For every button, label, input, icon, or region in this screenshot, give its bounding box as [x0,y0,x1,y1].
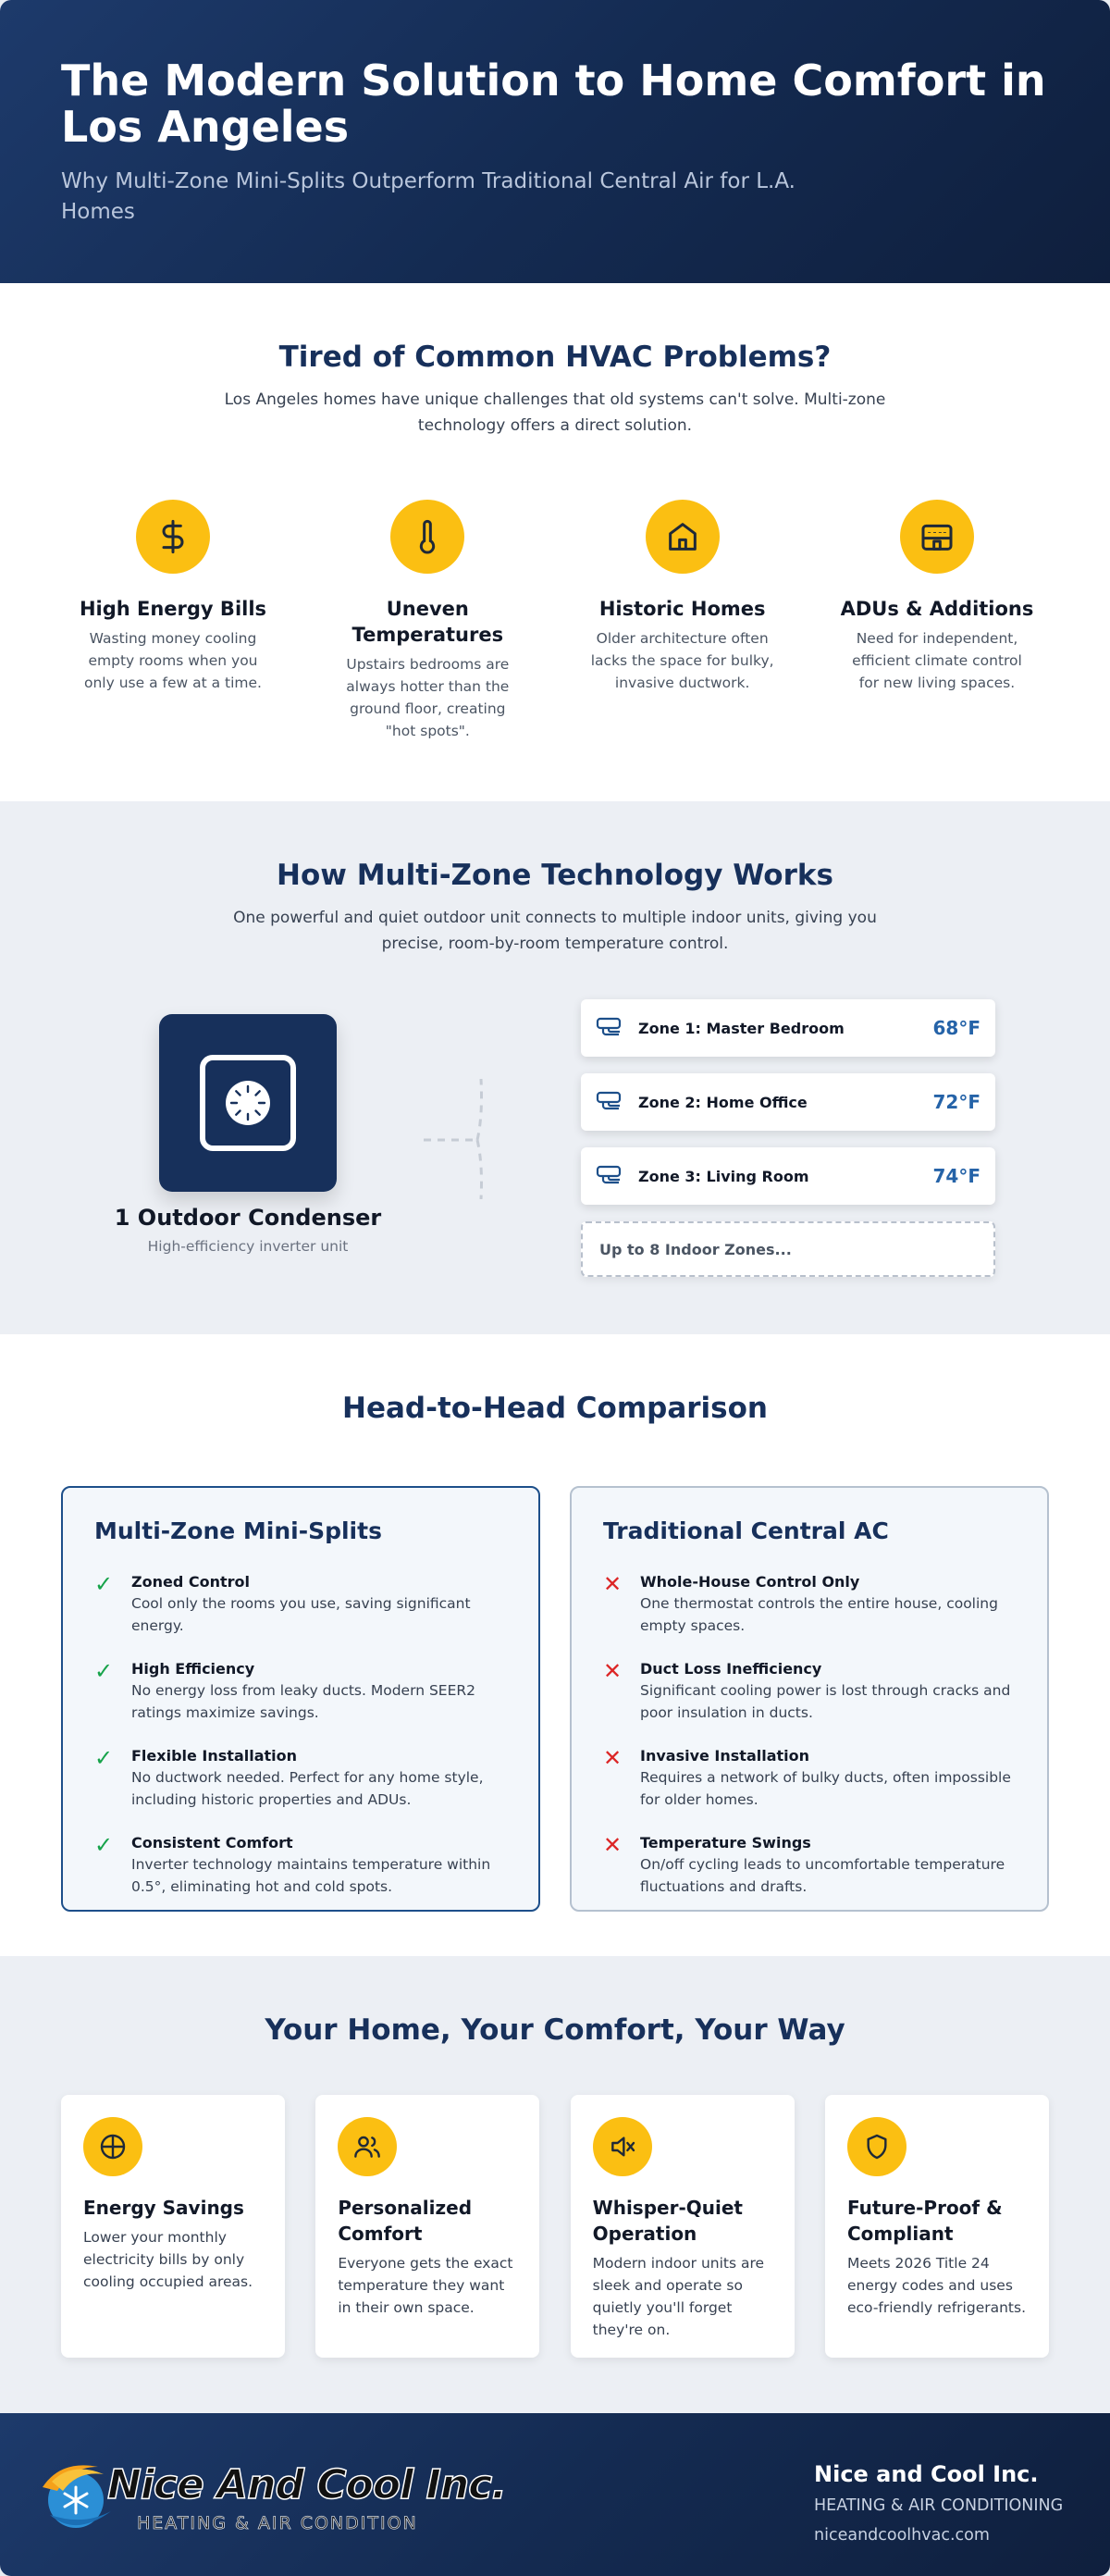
central-ac-title: Traditional Central AC [603,1517,889,1544]
building-icon [900,500,974,574]
problem-text: Upstairs bedrooms are always hotter than the ground floor, creating "hot spots". [346,656,510,739]
indoor-unit-icon [596,1091,623,1113]
benefit-card [825,2095,1049,2358]
fan-icon [224,1079,272,1127]
logo-tagline: HEATING & AIR CONDITION [137,2513,418,2533]
feature-title: Whole-House Control Only [640,1573,860,1591]
feature-title: Invasive Installation [640,1747,810,1765]
cross-icon: ✕ [603,1745,623,1771]
feature-title: Duct Loss Inefficiency [640,1660,822,1678]
feature-title: Zoned Control [131,1573,250,1591]
feature-item [94,1746,507,1811]
benefit-card [61,2095,285,2358]
feature-item [603,1572,1016,1637]
feature-title: Flexible Installation [131,1747,298,1765]
problems-grid [0,500,1110,742]
cross-icon: ✕ [603,1571,623,1597]
feature-title: Consistent Comfort [131,1834,293,1852]
check-icon: ✓ [94,1658,114,1684]
feature-item [603,1659,1016,1724]
feature-text: No energy loss from leaky ducts. Modern SEER2 ratings maximize savings. [131,1682,475,1721]
problem-item [67,500,279,742]
benefit-text: Lower your monthly electricity bills by only cooling occupied areas. [83,2229,253,2290]
mute-icon [593,2117,652,2176]
benefit-card [571,2095,795,2358]
problem-item [831,500,1043,742]
cross-icon: ✕ [603,1832,623,1858]
feature-text: Significant cooling power is lost through cracks and poor insulation in ducts. [640,1682,1011,1721]
benefit-title: Energy Savings [83,2197,244,2219]
savings-icon [83,2117,142,2176]
problems-section [0,283,1110,801]
problem-title: Uneven Temperatures [352,598,504,646]
problem-title: Historic Homes [598,598,766,620]
problem-title: High Energy Bills [79,598,267,620]
problem-text: Wasting money cooling empty rooms when you only use a few at a time. [84,630,262,691]
problems-title: Tired of Common HVAC Problems? [278,341,832,374]
feature-text: One thermostat controls the entire house, cooling empty spaces. [640,1595,998,1634]
check-icon: ✓ [94,1571,114,1597]
zone-temperature: 68°F [932,1017,980,1039]
feature-text: Inverter technology maintains temperature within 0.5°, eliminating hot and cold spots. [131,1856,491,1895]
benefit-title: Whisper-Quiet Operation [592,2197,743,2245]
footer-website-link[interactable]: niceandcoolhvac.com [814,2526,990,2545]
zone-temperature: 72°F [932,1091,980,1113]
mini-split-title: Multi-Zone Mini-Splits [94,1517,382,1544]
problem-item [321,500,534,742]
footer-company-name: Nice and Cool Inc. [814,2461,1039,2487]
indoor-unit-icon [596,1017,623,1039]
condenser-label: 1 Outdoor Condenser [114,1205,382,1231]
users-icon [338,2117,397,2176]
page-title: The Modern Solution to Home Comfort in Los Angeles [61,56,1046,152]
zone-name: Zone 2: Home Office [638,1093,808,1111]
thermometer-icon [390,500,464,574]
comparison-section [0,1334,1110,1956]
benefits-grid [0,2095,1110,2358]
page-subtitle: Why Multi-Zone Mini-Splits Outperform Traditional Central Air for L.A. Homes [61,169,796,224]
feature-item [94,1572,507,1637]
how-subtitle: One powerful and quiet outdoor unit connects to multiple indoor units, giving you precise, room-by-room temperature control. [233,909,877,953]
how-it-works-section [0,801,1110,1334]
feature-title: Temperature Swings [640,1834,811,1852]
feature-text: On/off cycling leads to uncomfortable temperature fluctuations and drafts. [640,1856,1005,1895]
feature-item [603,1833,1016,1898]
benefits-title: Your Home, Your Comfort, Your Way [265,2013,845,2047]
zone-card [581,1073,995,1131]
zone-temperature: 74°F [932,1165,980,1187]
connection-lines [422,1079,496,1199]
house-icon [646,500,720,574]
zone-name: Zone 3: Living Room [638,1167,809,1185]
problem-text: Need for independent, efficient climate control for new living spaces. [852,630,1022,691]
more-zones-card [581,1221,995,1277]
zone-card [581,1147,995,1205]
footer [0,2413,1110,2576]
benefit-card [315,2095,539,2358]
condenser-sublabel: High-efficiency inverter unit [147,1238,349,1255]
zone-card [581,999,995,1057]
comparison-title: Head-to-Head Comparison [342,1392,768,1425]
problem-item [576,500,789,742]
check-icon: ✓ [94,1832,114,1858]
dollar-icon [136,500,210,574]
condenser-unit-icon [200,1055,296,1151]
hero-header [0,0,1110,283]
zone-name: Zone 1: Master Bedroom [638,1019,845,1037]
central-ac-card [570,1486,1049,1912]
feature-item [94,1833,507,1898]
feature-text: Requires a network of bulky ducts, often impossible for older homes. [640,1769,1011,1808]
logo-wordmark: Nice And Cool Inc. [107,2461,506,2508]
mini-split-card [61,1486,540,1912]
comparison-grid [0,1486,1110,1912]
shield-icon [847,2117,906,2176]
benefit-title: Future-Proof & Compliant [846,2197,1003,2245]
problems-subtitle: Los Angeles homes have unique challenges that old systems can't solve. Multi-zone technology offers a direct solution. [224,390,886,435]
benefit-title: Personalized Comfort [338,2197,473,2245]
cross-icon: ✕ [603,1658,623,1684]
outdoor-condenser-graphic [159,1014,337,1192]
benefit-text: Everyone gets the exact temperature they want in their own space. [338,2255,513,2316]
benefit-text: Modern indoor units are sleek and operate so quietly you'll forget they're on. [592,2255,765,2338]
indoor-unit-icon [596,1165,623,1187]
footer-tagline: HEATING & AIR CONDITIONING [814,2496,1064,2515]
feature-text: Cool only the rooms you use, saving significant energy. [131,1595,471,1634]
feature-item [603,1746,1016,1811]
feature-item [94,1659,507,1724]
how-title: How Multi-Zone Technology Works [277,859,833,892]
feature-text: No ductwork needed. Perfect for any home style, including historic properties and ADUs. [131,1769,484,1808]
benefits-section [0,1956,1110,2413]
benefit-text: Meets 2026 Title 24 energy codes and uses eco-friendly refrigerants. [846,2255,1027,2316]
problem-text: Older architecture often lacks the space for bulky, invasive ductwork. [590,630,774,691]
check-icon: ✓ [94,1745,114,1771]
feature-title: High Efficiency [131,1660,255,1678]
more-zones-label: Up to 8 Indoor Zones... [599,1240,792,1258]
problem-title: ADUs & Additions [840,598,1034,620]
